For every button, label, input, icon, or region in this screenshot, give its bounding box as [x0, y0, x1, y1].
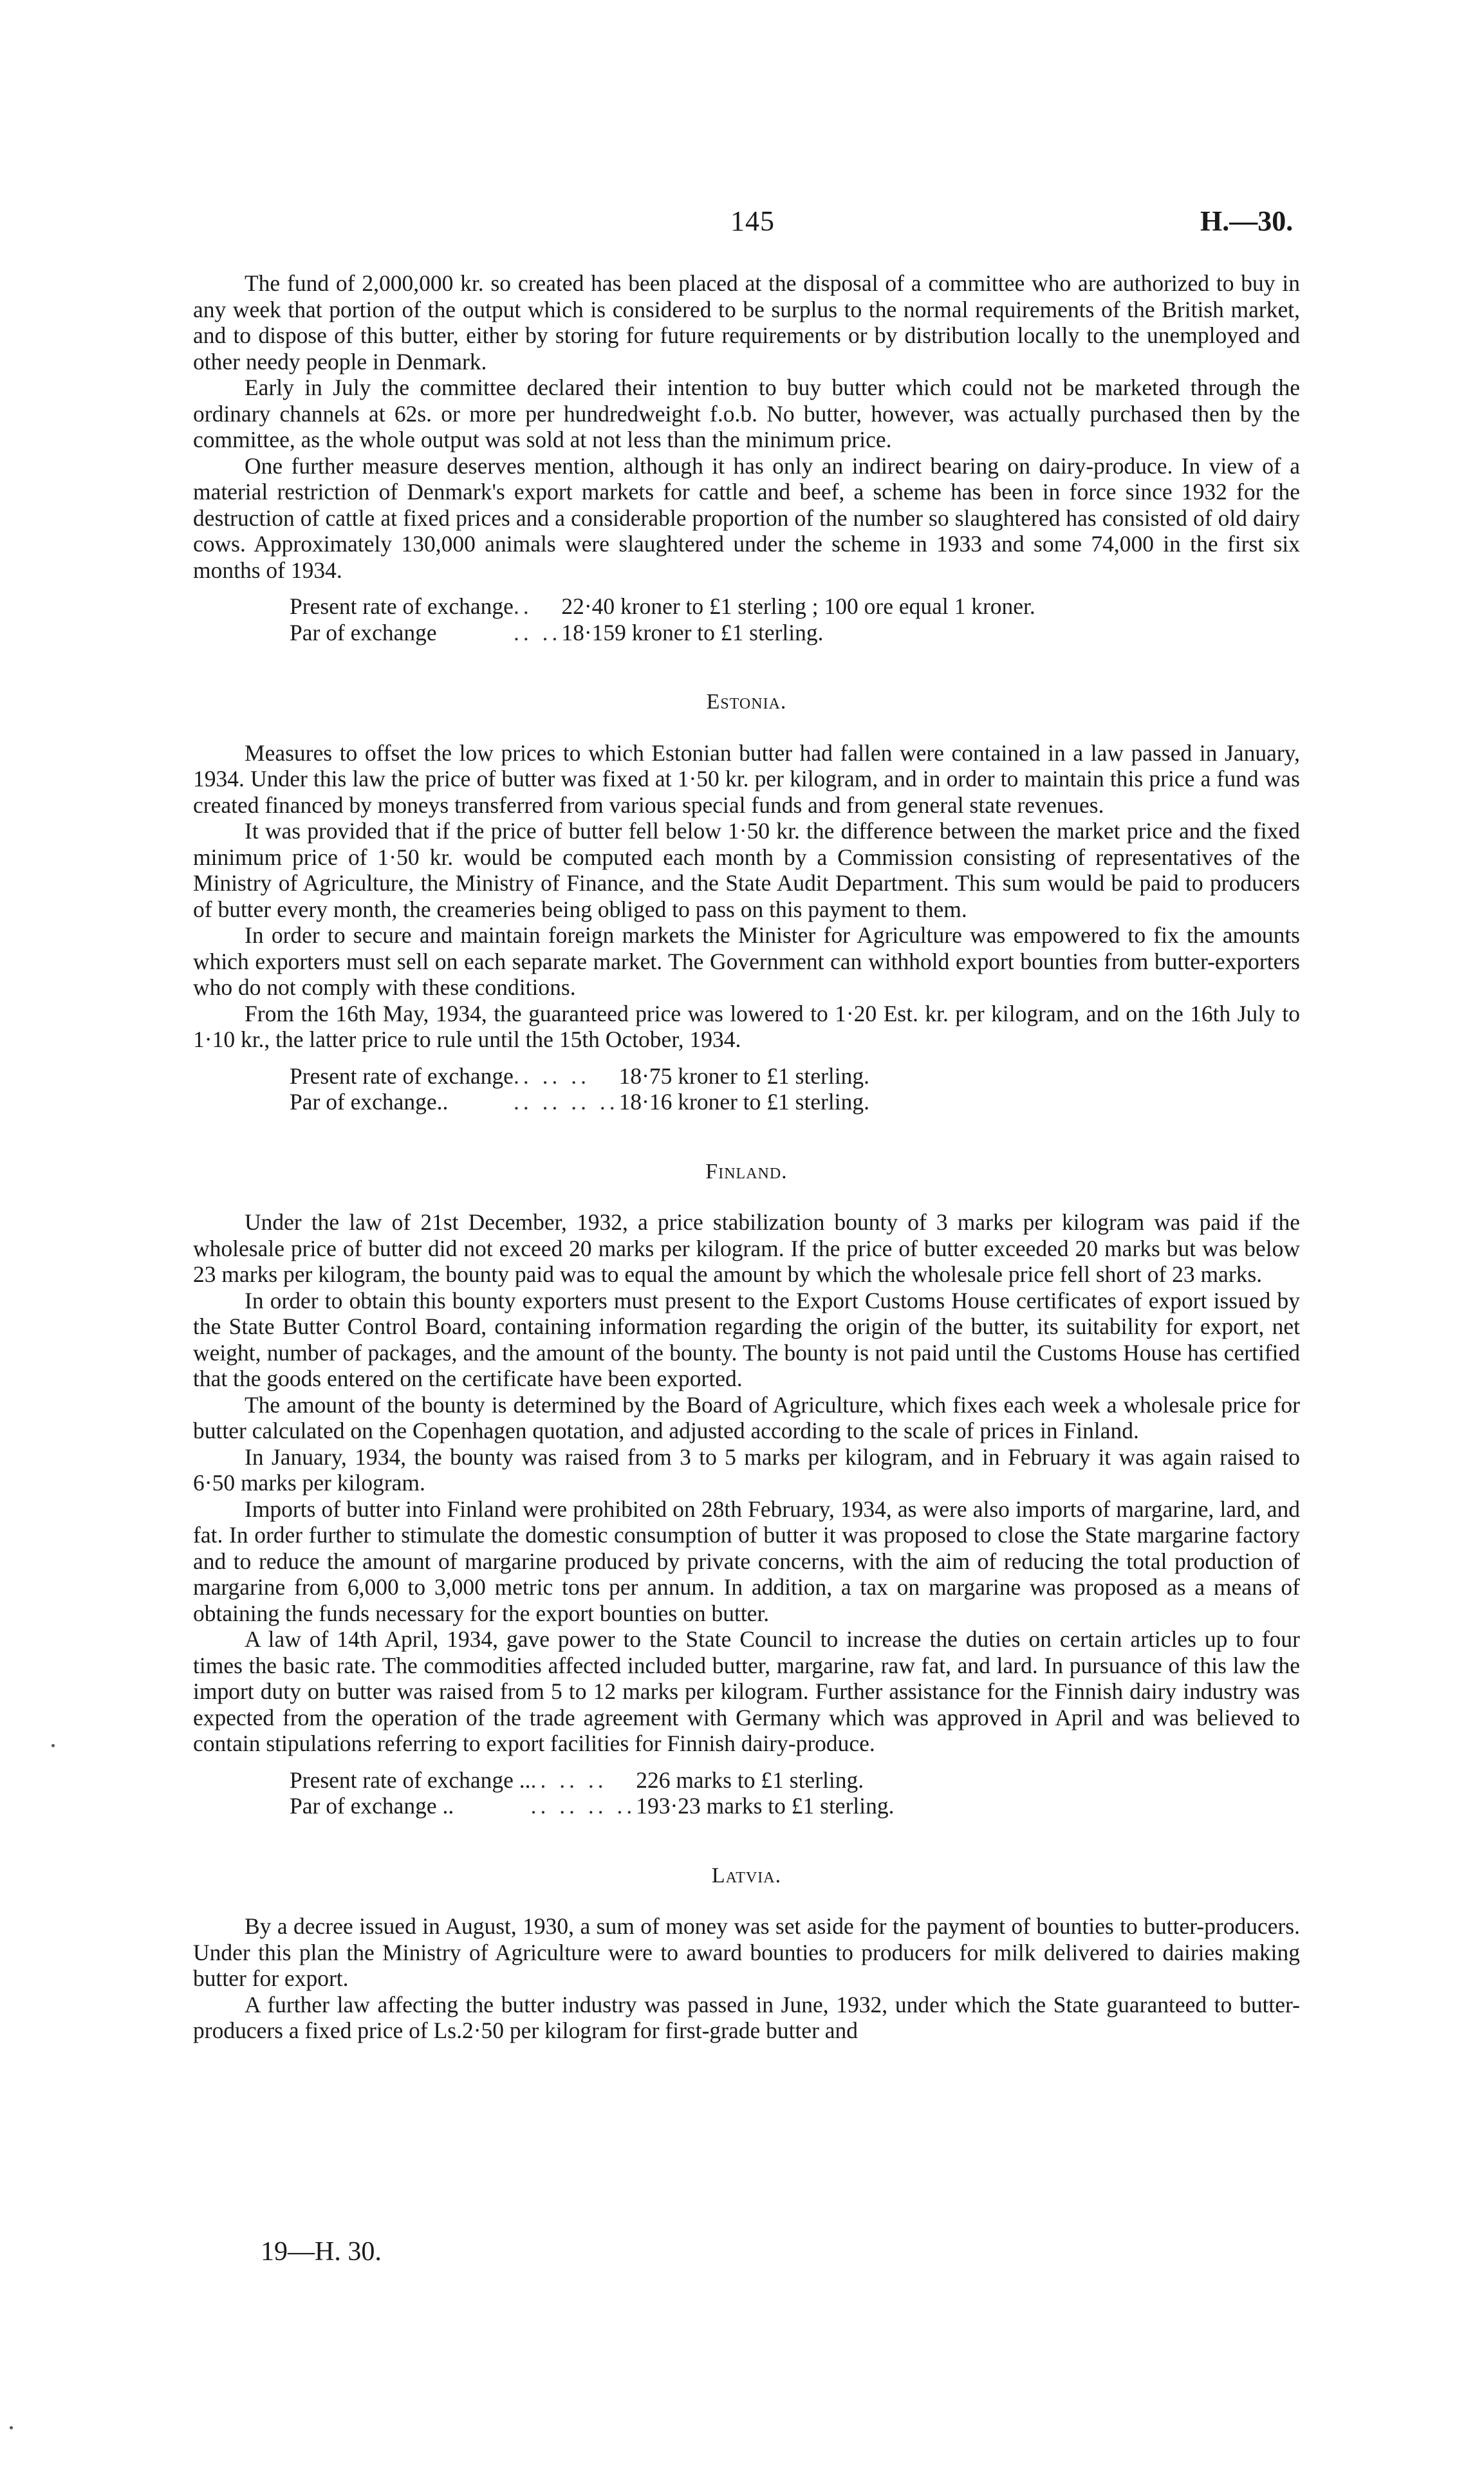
exchange-value: 18·16 kroner to £1 sterling.	[618, 1089, 870, 1115]
margin-speck	[51, 1744, 55, 1747]
estonia-heading: Estonia.	[706, 690, 787, 714]
estonia-paragraph-3: In order to secure and maintain foreign markets the Minister for Agriculture was empowered to fix the amounts which exporters must sell on each separate market. The Government can withhold export bounties from butter-exporters who do not comply with these conditions.	[193, 922, 1300, 1000]
exchange-label: Par of exchange ..	[290, 1793, 454, 1819]
finland-paragraph-1: Under the law of 21st December, 1932, a price stabilization bounty of 3 marks per kilogram was paid if the wholesale price of butter did not exceed 20 marks per kilogram. If the price of butter exceeded 20 marks but was below 23 marks per kilogram, the bounty paid was to equal the amount by which the wholesale price fell short of 23 marks.	[193, 1209, 1300, 1287]
finland-heading: Finland.	[705, 1159, 788, 1183]
leader-dots: .. .. ..	[513, 1062, 590, 1089]
estonia-paragraph-2: It was provided that if the price of butter fell below 1·50 kr. the difference between the market price and the fixed minimum price of 1·50 kr. would be computed each month by a Commission consisting of representatives of the Ministry of Agriculture, the Ministry of Finance, and the State Audit Department. This sum would be paid to producers of butter every month, the creameries being obliged to pass on this payment to them.	[193, 818, 1300, 922]
exchange-label: Present rate of exchange	[290, 1062, 514, 1089]
latvia-paragraph-1: By a decree issued in August, 1930, a sum of money was set aside for the payment of bounties to butter-producers. Under this plan the Ministry of Agriculture were to award bounties to producers for milk delivered to dairies making butter for export.	[193, 1913, 1300, 1991]
exchange-row	[290, 1793, 895, 1819]
estonia-paragraph-1: Measures to offset the low prices to which Estonian butter had fallen were contained in a law passed in January, 1934. Under this law the price of butter was fixed at 1·50 kr. per kilogram, and in order to maintain this price a fund was created financed by moneys transferred from various special funds and from general state revenues.	[193, 739, 1300, 818]
finland-section	[193, 1159, 1300, 1819]
finland-paragraph-5: Imports of butter into Finland were prohibited on 28th February, 1934, as were also imports of margarine, lard, and fat. In order further to stimulate the domestic consumption of butter it was proposed to close the State margarine factory and to reduce the amount of margarine produced by private concerns, with the aim of reducing the total production of margarine from 6,000 to 3,000 metric tons per annum. In addition, a tax on margarine was proposed as a means of obtaining the funds necessary for the export bounties on butter.	[193, 1496, 1300, 1626]
exchange-value: 226 marks to £1 sterling.	[636, 1767, 864, 1793]
exchange-label: Present rate of exchange	[290, 593, 514, 619]
exchange-row	[290, 593, 1035, 620]
finland-exchange-table	[290, 1767, 895, 1819]
estonia-paragraph-4: From the 16th May, 1934, the guaranteed price was lowered to 1·20 Est. kr. per kilogram, and on the 16th July to 1·10 kr., the latter price to rule until the 15th October, 1934.	[193, 1000, 1300, 1052]
margin-speck	[10, 2426, 13, 2429]
estonia-section	[193, 689, 1300, 1115]
denmark-paragraph-2: Early in July the committee declared their intention to buy butter which could not be marketed through the ordinary channels at 62s. or more per hundredweight f.o.b. No butter, however, was actually purchased then by the committee, as the whole output was sold at not less than the minimum price.	[193, 375, 1300, 452]
finland-paragraph-2: In order to obtain this bounty exporters must present to the Export Customs House certificates of export issued by the State Butter Control Board, containing information regarding the origin of the butter, its suitability for export, net weight, number of packages, and the amount of the bounty. The bounty is not paid until the Customs House has certified that the goods entered on the certificate have been exported.	[193, 1287, 1300, 1391]
leader-dots: .. .. ..	[530, 1767, 608, 1793]
latvia-section	[193, 1863, 1300, 2044]
exchange-row	[290, 1089, 869, 1115]
finland-paragraph-6: A law of 14th April, 1934, gave power to the State Council to increase the duties on certain articles up to four times the basic rate. The commodities affected included butter, margarine, raw fat, and lard. In pursuance of this law the import duty on butter was raised from 5 to 12 marks per kilogram. Further assistance for the Finnish dairy industry was expected from the operation of the trade agreement with Germany which was approved in April and was believed to contain stipulations referring to export facilities for Finnish dairy-produce.	[193, 1626, 1300, 1756]
finland-paragraph-4: In January, 1934, the bounty was raised from 3 to 5 marks per kilogram, and in February it was again raised to 6·50 marks per kilogram.	[193, 1443, 1300, 1496]
denmark-section	[193, 270, 1300, 645]
exchange-label: Par of exchange	[290, 619, 437, 645]
exchange-row	[290, 1063, 869, 1090]
leader-dots: ..	[513, 593, 533, 619]
finland-paragraph-3: The amount of the bounty is determined by the Board of Agriculture, which fixes each week a wholesale price for butter calculated on the Copenhagen quotation, and adjusted according to the scale of prices in Finland.	[193, 1391, 1300, 1443]
exchange-row	[290, 1767, 895, 1794]
exchange-value: 18·159 kroner to £1 sterling.	[561, 619, 824, 645]
exchange-value: 193·23 marks to £1 sterling.	[636, 1793, 895, 1819]
latvia-paragraph-2: A further law affecting the butter industry was passed in June, 1932, under which the State guaranteed to butter-producers a fixed price of Ls.2·50 per kilogram for first-grade butter and	[193, 1991, 1300, 2043]
leader-dots: .. ..	[513, 619, 562, 645]
document-reference: H.—30.	[1200, 205, 1294, 237]
page-body	[193, 270, 1300, 2044]
exchange-value: 18·75 kroner to £1 sterling.	[618, 1062, 870, 1089]
printer-signature: 19—H. 30.	[261, 2237, 382, 2267]
page-number: 145	[730, 205, 775, 237]
leader-dots: .. .. .. ..	[513, 1089, 619, 1115]
exchange-label: Par of exchange..	[290, 1089, 449, 1115]
denmark-paragraph-3: One further measure deserves mention, although it has only an indirect bearing on dairy-produce. In view of a material restriction of Denmark's export markets for cattle and beef, a scheme has been in force since 1932 for the destruction of cattle at fixed prices and a considerable proportion of the number so slaughtered has consisted of old dairy cows. Approximately 130,000 animals were slaughtered under the scheme in 1933 and some 74,000 in the first six months of 1934.	[193, 452, 1300, 583]
denmark-paragraph-1: The fund of 2,000,000 kr. so created has been placed at the disposal of a committee who are authorized to buy in any week that portion of the output which is considered to be surplus to the normal requirements of the British market, and to dispose of this butter, either by storing for future requirements or by distribution locally to the unemployed and other needy people in Denmark.	[193, 270, 1300, 375]
leader-dots: .. .. .. ..	[530, 1793, 636, 1819]
denmark-exchange-table	[290, 593, 1035, 645]
exchange-row	[290, 620, 1035, 646]
estonia-exchange-table	[290, 1063, 869, 1115]
latvia-heading: Latvia.	[711, 1863, 782, 1888]
exchange-value: 22·40 kroner to £1 sterling ; 100 ore equal 1 kroner.	[561, 593, 1035, 619]
exchange-label: Present rate of exchange ..	[290, 1767, 531, 1793]
